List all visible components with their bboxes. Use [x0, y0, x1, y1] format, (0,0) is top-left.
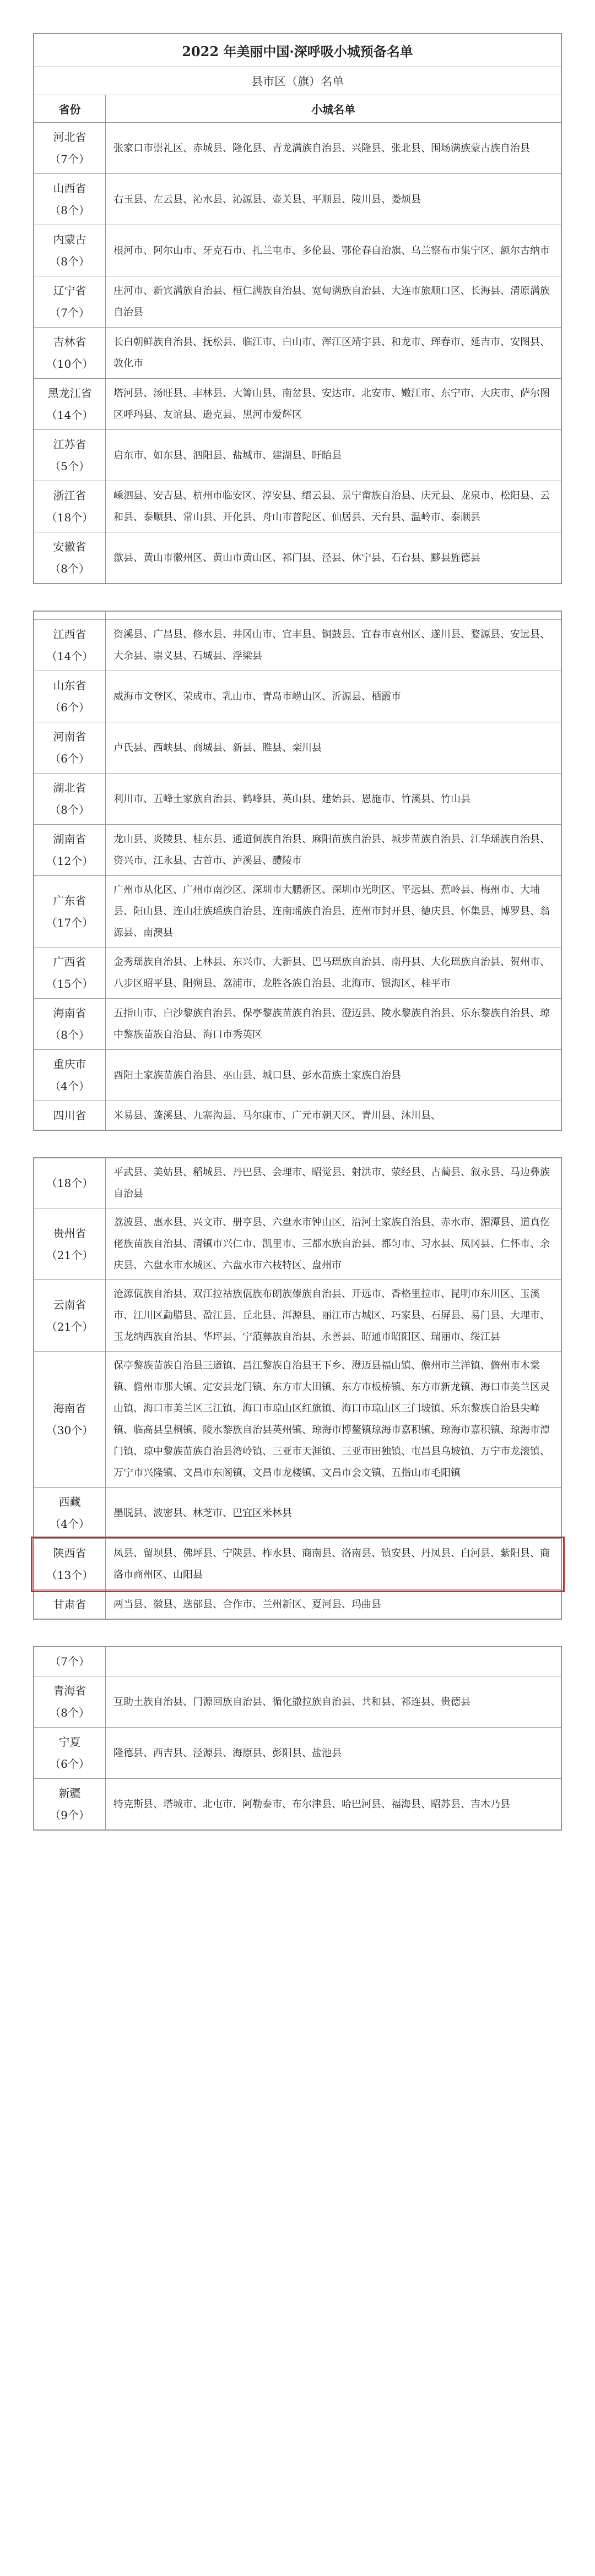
province-cell — [34, 174, 106, 225]
town-list — [106, 1647, 561, 1676]
province-cell — [34, 225, 106, 276]
province-name: 安徽省 — [53, 540, 86, 553]
province-name: 陕西省 — [53, 1546, 86, 1560]
province-count: （9个） — [50, 1809, 90, 1822]
province-cell — [34, 123, 106, 174]
town-list: 米易县、蓬溪县、九寨沟县、马尔康市、广元市朝天区、青川县、沐川县、 — [106, 1101, 561, 1130]
town-list: 五指山市、白沙黎族自治县、保亭黎族苗族自治县、澄迈县、陵水黎族自治县、乐东黎族自治县、琼中黎族苗族自治县、海口市秀英区 — [106, 999, 561, 1050]
province-count: （8个） — [50, 204, 90, 217]
province-row — [34, 328, 561, 379]
town-list: 资溪县、广昌县、修水县、井冈山市、宜丰县、铜鼓县、宜春市袁州区、遂川县、婺源县、安远县、大余县、崇义县、石城县、浮梁县 — [106, 620, 561, 671]
province-count: （8个） — [50, 1028, 90, 1042]
table-3 — [34, 1158, 561, 1619]
province-count: （6个） — [50, 752, 90, 765]
province-cell — [34, 1728, 106, 1779]
town-list: 塔河县、汤旺县、丰林县、大箐山县、南岔县、安达市、北安市、嫩江市、东宁市、大庆市、萨尔图区呼玛县、友谊县、逊克县、黑河市爱辉区 — [106, 379, 561, 430]
province-row — [34, 620, 561, 671]
province-row-highlighted — [34, 1539, 561, 1590]
province-row — [34, 1158, 561, 1208]
province-name: 河北省 — [53, 130, 86, 144]
province-row — [34, 123, 561, 174]
town-list: 隆德县、西吉县、泾源县、海原县、彭阳县、盐池县 — [106, 1728, 561, 1779]
province-cell — [34, 1352, 106, 1488]
province-row — [34, 532, 561, 584]
province-cell — [34, 876, 106, 947]
province-count: （12个） — [46, 854, 94, 868]
province-count: （8个） — [50, 255, 90, 268]
town-list: 荔波县、惠水县、兴文市、册亨县、六盘水市钟山区、沿河土家族自治县、赤水市、湄潭县、道真仡佬族苗族自治县、清镇市兴仁市、凯里市、三都水族自治县、都匀市、习水县、凤冈县、仁怀市、余庆县、六盘水市水城区、六盘水市六枝特区、盘州市 — [106, 1208, 561, 1280]
province-row — [34, 1352, 561, 1488]
province-name: 江西省 — [53, 628, 86, 641]
province-row — [34, 379, 561, 430]
town-list: 张家口市崇礼区、赤城县、隆化县、青龙满族自治县、兴隆县、张北县、围场满族蒙古族自治县 — [106, 123, 561, 174]
province-count: （7个） — [50, 153, 90, 166]
province-cell — [34, 999, 106, 1050]
town-list: 嵊泗县、安吉县、杭州市临安区、淳安县、缙云县、景宁畲族自治县、庆元县、龙泉市、松阳县、云和县、泰顺县、常山县、开化县、舟山市普陀区、仙居县、天台县、温岭市、泰顺县 — [106, 481, 561, 532]
province-row — [34, 671, 561, 722]
page-subtitle: 县市区（旗）名单 — [34, 67, 561, 95]
province-cell — [34, 825, 106, 876]
province-name: 海南省 — [53, 1402, 86, 1415]
province-row — [34, 1488, 561, 1539]
province-cell — [34, 1101, 106, 1130]
town-list: 两当县、徽县、迭部县、合作市、兰州新区、夏河县、玛曲县 — [106, 1590, 561, 1619]
province-name: 四川省 — [53, 1109, 86, 1122]
panel-4 — [33, 1646, 562, 1831]
province-name: 广西省 — [53, 955, 86, 968]
province-count: （4个） — [50, 1080, 90, 1093]
province-row — [34, 1647, 561, 1676]
province-name: 重庆市 — [53, 1058, 86, 1071]
province-row — [34, 774, 561, 825]
town-list: 卢氏县、西峡县、商城县、新县、睢县、栾川县 — [106, 722, 561, 774]
province-name: 西藏 — [58, 1495, 81, 1508]
province-count: （8个） — [50, 803, 90, 816]
panel-3-body — [34, 1158, 561, 1619]
town-list: 墨脱县、波密县、林芝市、巴宜区米林县 — [106, 1488, 561, 1539]
province-cell — [34, 722, 106, 774]
province-name: 山东省 — [53, 679, 86, 692]
province-name: 浙江省 — [53, 489, 86, 502]
province-name: 黑龙江省 — [47, 386, 92, 400]
province-cell — [34, 671, 106, 722]
province-cell — [34, 620, 106, 671]
province-count: （6个） — [50, 1757, 90, 1771]
town-list: 龙山县、炎陵县、桂东县、通道侗族自治县、麻阳苗族自治县、城步苗族自治县、江华瑶族自治县、资兴市、江永县、古首市、泸溪县、醴陵市 — [106, 825, 561, 876]
province-count: （18个） — [46, 511, 94, 524]
province-name: 海南省 — [53, 1006, 86, 1020]
province-cell — [34, 1488, 106, 1539]
province-row — [34, 1101, 561, 1130]
province-count: （6个） — [50, 701, 90, 714]
province-count: （13个） — [46, 1569, 94, 1582]
province-name: 辽宁省 — [53, 284, 86, 297]
province-cell — [34, 1280, 106, 1352]
province-cell — [34, 1590, 106, 1619]
panel-1-body — [34, 123, 561, 584]
panel-2 — [33, 611, 562, 1131]
province-name: 广东省 — [53, 894, 86, 907]
province-row — [34, 722, 561, 774]
town-list: 利川市、五峰土家族自治县、鹤峰县、英山县、建始县、恩施市、竹溪县、竹山县 — [106, 774, 561, 825]
province-count: （15个） — [46, 977, 94, 990]
province-cell — [34, 1158, 106, 1208]
province-cell — [34, 430, 106, 481]
town-list: 特克斯县、塔城市、北屯市、阿勒泰市、布尔津县、哈巴河县、福海县、昭苏县、吉木乃县 — [106, 1779, 561, 1830]
province-row — [34, 947, 561, 999]
province-row — [34, 174, 561, 225]
province-row — [34, 1779, 561, 1830]
province-count: （8个） — [50, 1706, 90, 1719]
blank-cell — [106, 612, 561, 620]
province-cell — [34, 1779, 106, 1830]
province-name: 山西省 — [53, 182, 86, 195]
panel-2-body — [34, 620, 561, 1130]
province-row — [34, 1728, 561, 1779]
province-cell — [34, 379, 106, 430]
province-name: 湖北省 — [53, 781, 86, 794]
town-list: 金秀瑶族自治县、上林县、东兴市、大新县、巴马瑶族自治县、南丹县、大化瑶族自治县、贺州市、八步区昭平县、阳朔县、荔浦市、龙胜各族自治县、北海市、银海区、桂平市 — [106, 947, 561, 999]
province-row — [34, 999, 561, 1050]
province-name: 云南省 — [53, 1298, 86, 1311]
province-row — [34, 225, 561, 276]
town-list: 保亭黎族苗族自治县三道镇、昌江黎族自治县王下乡、澄迈县福山镇、儋州市兰洋镇、儋州市木棠镇、儋州市那大镇、定安县龙门镇、东方市大田镇、东方市板桥镇、东方市新龙镇、海口市美兰区灵山镇、海口市美兰区三江镇、海口市琼山区红旗镇、海口市琼山区三门坡镇、乐东黎族自治县尖峰镇、临高县皇桐镇、陵水黎族自治县英州镇、琼海市博鳌镇琼海市嘉积镇、琼海市嘉积镇、琼海市潭门镇、琼中黎族苗族自治县湾岭镇、三亚市天涯镇、三亚市田独镇、屯昌县乌坡镇、万宁市龙滚镇、万宁市兴隆镇、文昌市东阁镇、文昌市龙楼镇、文昌市会文镇、五指山市毛阳镇 — [106, 1352, 561, 1488]
province-name: 内蒙古 — [53, 233, 86, 246]
province-count: （5个） — [50, 460, 90, 473]
province-row — [34, 825, 561, 876]
province-row — [34, 1050, 561, 1101]
province-row — [34, 430, 561, 481]
town-list: 根河市、阿尔山市、牙克石市、扎兰屯市、多伦县、鄂伦春自治旗、乌兰察布市集宁区、额尔古纳市 — [106, 225, 561, 276]
town-list: 平武县、美姑县、稻城县、丹巴县、会理市、昭觉县、射洪市、荥经县、古蔺县、叙永县、马边彝族自治县 — [106, 1158, 561, 1208]
province-count: （21个） — [46, 1248, 94, 1262]
header-province: 省份 — [34, 95, 106, 123]
panel-4-body — [34, 1647, 561, 1830]
town-list: 庄河市、新宾满族自治县、桓仁满族自治县、宽甸满族自治县、大连市旅顺口区、长海县、清原满族自治县 — [106, 276, 561, 328]
town-list: 凤县、留坝县、佛坪县、宁陕县、柞水县、商南县、洛南县、镇安县、丹凤县、白河县、紫阳县、商洛市商州区、山阳县 — [106, 1539, 561, 1590]
province-name: 新疆 — [58, 1787, 81, 1800]
province-name: 湖南省 — [53, 832, 86, 846]
table-1 — [34, 34, 561, 584]
province-count: （7个） — [50, 1655, 90, 1668]
page-title: 2022 年美丽中国·深呼吸小城预备名单 — [34, 34, 561, 67]
province-count: （7个） — [50, 306, 90, 319]
panel-1 — [33, 33, 562, 584]
province-cell — [34, 1208, 106, 1280]
province-count: （14个） — [46, 409, 94, 422]
province-row — [34, 1208, 561, 1280]
blank-cell — [34, 612, 106, 620]
province-row — [34, 876, 561, 947]
table-4 — [34, 1647, 561, 1830]
town-list: 沧源佤族自治县、双江拉祜族佤族布朗族傣族自治县、开远市、香格里拉市、昆明市东川区、玉溪市、江川区勐腊县、盈江县、丘北县、洱源县、丽江市古城区、巧家县、石屏县、易门县、大理市、玉龙纳西族自治县、华坪县、宁蒗彝族自治县、永善县、昭通市昭阳区、瑞丽市、绥江县 — [106, 1280, 561, 1352]
province-name: 江苏省 — [53, 438, 86, 451]
document — [33, 33, 562, 1857]
province-count: （14个） — [46, 650, 94, 663]
province-name: 宁夏 — [58, 1735, 81, 1749]
province-cell — [34, 1050, 106, 1101]
province-count: （4个） — [50, 1517, 90, 1531]
province-cell — [34, 532, 106, 584]
panel-3 — [33, 1157, 562, 1620]
province-name: 贵州省 — [53, 1226, 86, 1240]
province-row — [34, 1280, 561, 1352]
province-row — [34, 276, 561, 328]
province-count: （10个） — [46, 357, 94, 371]
province-cell — [34, 947, 106, 999]
province-cell — [34, 774, 106, 825]
province-name: 甘肃省 — [53, 1598, 86, 1611]
province-name: 青海省 — [53, 1684, 86, 1697]
province-count: （18个） — [46, 1177, 94, 1190]
province-count: （30个） — [46, 1424, 94, 1437]
province-cell — [34, 1647, 106, 1676]
province-count: （21个） — [46, 1320, 94, 1333]
town-list: 广州市从化区、广州市南沙区、深圳市大鹏新区、深圳市光明区、平远县、蕉岭县、梅州市、大埔县、阳山县、连山壮族瑶族自治县、连南瑶族自治县、连州市封开县、德庆县、怀集县、博罗县、翁源县、南澳县 — [106, 876, 561, 947]
town-list: 互助土族自治县、门源回族自治县、循化撒拉族自治县、共和县、祁连县、贵德县 — [106, 1676, 561, 1728]
town-list: 酉阳土家族苗族自治县、巫山县、城口县、彭水苗族土家族自治县 — [106, 1050, 561, 1101]
province-row — [34, 1590, 561, 1619]
province-cell — [34, 276, 106, 328]
table-2 — [34, 611, 561, 1130]
header-list: 小城名单 — [106, 95, 561, 123]
town-list: 右玉县、左云县、沁水县、沁源县、壶关县、平顺县、陵川县、娄烦县 — [106, 174, 561, 225]
town-list: 威海市文登区、荣成市、乳山市、青岛市崂山区、沂源县、栖霞市 — [106, 671, 561, 722]
province-row — [34, 1676, 561, 1728]
province-row — [34, 481, 561, 532]
province-count: （17个） — [46, 916, 94, 929]
province-cell — [34, 328, 106, 379]
province-name: 吉林省 — [53, 335, 86, 348]
province-cell — [34, 1676, 106, 1728]
province-cell — [34, 1539, 106, 1590]
town-list: 歙县、黄山市徽州区、黄山市黄山区、祁门县、泾县、休宁县、石台县、黟县旌德县 — [106, 532, 561, 584]
province-cell — [34, 481, 106, 532]
town-list: 长白朝鲜族自治县、抚松县、临江市、白山市、浑江区靖宇县、和龙市、珲春市、延吉市、安图县、敦化市 — [106, 328, 561, 379]
province-name: 河南省 — [53, 730, 86, 743]
province-count: （8个） — [50, 562, 90, 575]
town-list: 启东市、如东县、泗阳县、盐城市、建湖县、盱眙县 — [106, 430, 561, 481]
